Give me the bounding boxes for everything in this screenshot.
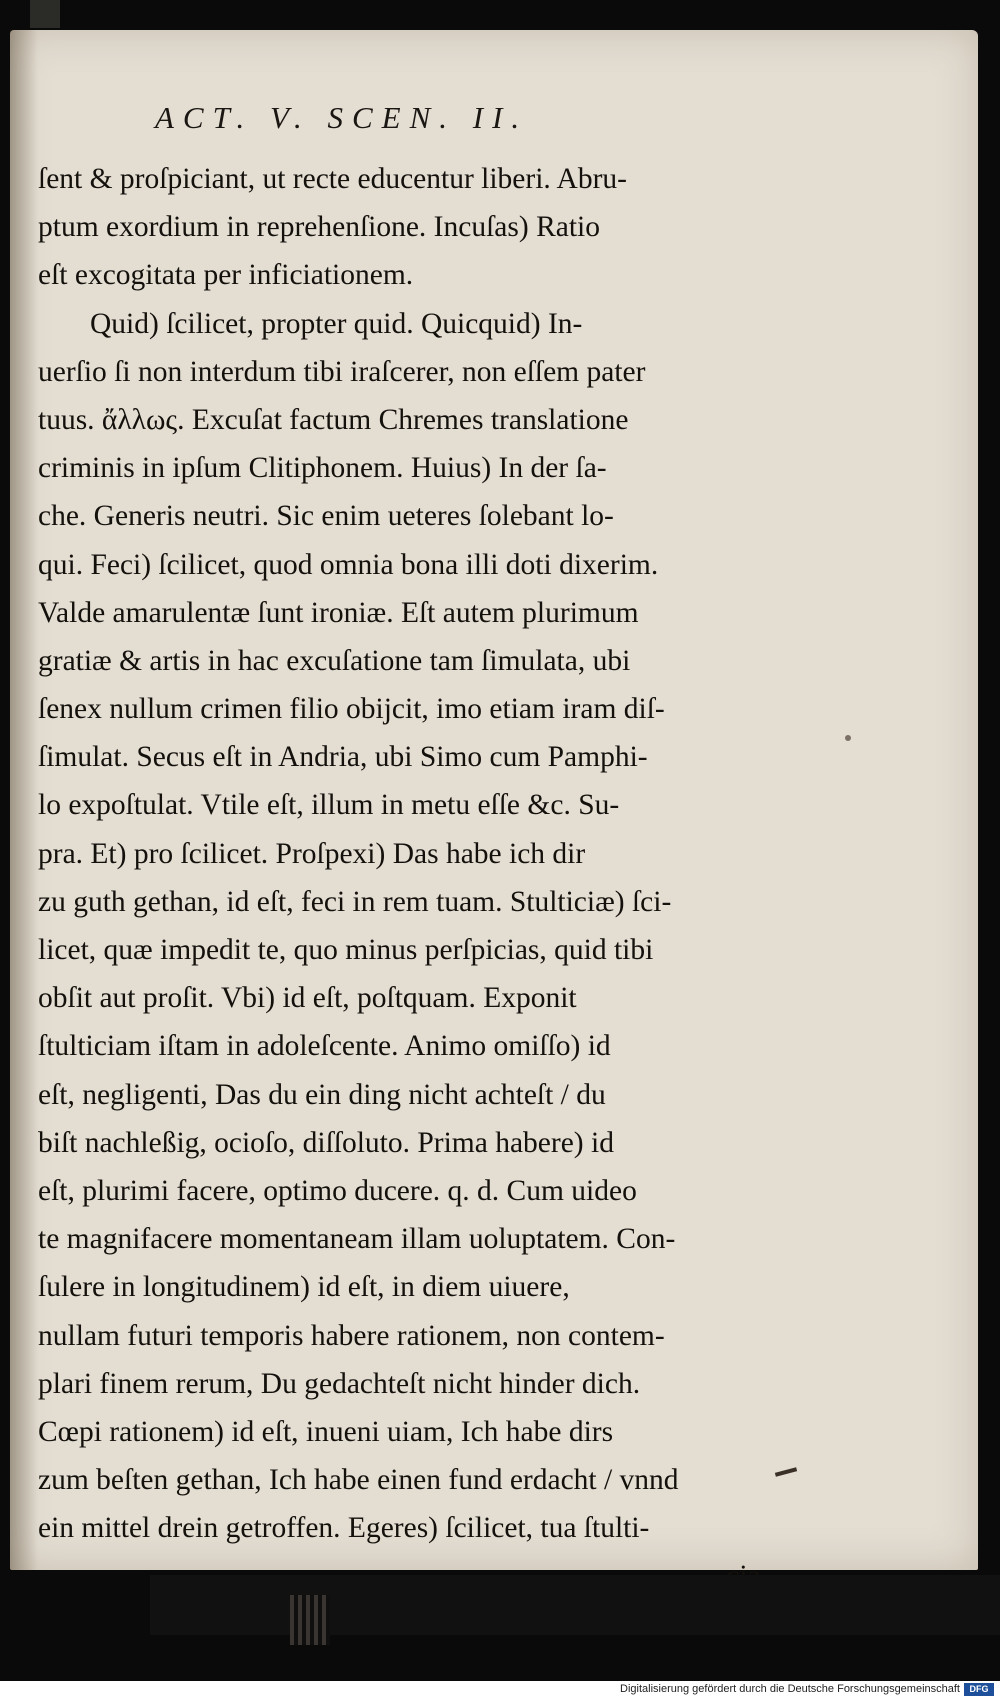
text-line: gratiæ & artis in hac excuſatione tam ſimulata, ubi — [38, 644, 631, 677]
text-line: eſt, plurimi facere, optimo ducere. q. d. Cum uideo — [38, 1174, 637, 1207]
text-line: licet, quæ impedit te, quo minus perſpicias, quid tibi — [38, 934, 654, 966]
text-line: ſenex nullum crimen filio obijcit, imo etiam iram diſ- — [38, 693, 665, 726]
text-line: ſtulticiam iſtam in adoleſcente. Animo omiſſo) id — [38, 1030, 611, 1063]
page-shadow — [150, 1575, 1000, 1635]
text-line: ein mittel drein getroffen. Egeres) ſcilicet, tua ſtulti- — [38, 1512, 650, 1545]
text-line: eſt, negligenti, Das du ein ding nicht achteſt / du — [38, 1078, 606, 1111]
text-line: che. Generis neutri. Sic enim ueteres ſolebant lo- — [38, 500, 614, 533]
funding-credit: Digitalisierung gefördert durch die Deutsche Forschungsgemeinschaft — [620, 1683, 960, 1695]
text-line: tuus. ἄλλως. Excuſat factum Chremes translatione — [38, 403, 629, 436]
commentary-text — [38, 155, 938, 1601]
running-header: ACT. V. SCEN. II. — [155, 100, 529, 135]
text-line: uerſio ſi non interdum tibi iraſcerer, non eſſem pater — [38, 355, 646, 388]
text-line: zu guth gethan, id eſt, feci in rem tuam. Stulticiæ) ſci- — [38, 885, 672, 918]
text-line: nullam futuri temporis habere rationem, non contem- — [38, 1319, 665, 1352]
text-line: pra. Et) pro ſcilicet. Proſpexi) Das habe ich dir — [38, 837, 586, 870]
binding-tab — [30, 0, 60, 28]
text-line: qui. Feci) ſcilicet, quod omnia bona illi doti dixerim. — [38, 548, 659, 581]
text-line: Cœpi rationem) id eſt, inueni uiam, Ich habe dirs — [38, 1415, 614, 1448]
text-line: Valde amarulentæ ſunt ironiæ. Eſt autem plurimum — [38, 596, 639, 629]
text-line: obſit aut proſit. Vbi) id eſt, poſtquam. Exponit — [38, 982, 577, 1015]
text-line: Quid) ſcilicet, propter quid. Quicquid) In- — [90, 307, 583, 340]
text-line: criminis in ipſum Clitiphonem. Huius) In der ſa- — [38, 452, 607, 485]
dfg-logo: DFG — [964, 1683, 994, 1696]
text-line: ptum exordium in reprehenſione. Incuſas) Ratio — [38, 211, 600, 244]
binding-threads — [290, 1595, 330, 1645]
text-line: ſulere in longitudinem) id eſt, in diem uiuere, — [38, 1271, 570, 1304]
text-line: biſt nachleßig, ocioſo, diſſoluto. Prima habere) id — [38, 1126, 614, 1159]
text-line: ſent & proſpiciant, ut recte educentur liberi. Abru- — [38, 163, 627, 195]
text-line: lo expoſtulat. Vtile eſt, illum in metu eſſe &c. Su- — [38, 789, 620, 822]
text-line: plari finem rerum, Du gedachteſt nicht hinder dich. — [38, 1367, 641, 1400]
text-line: te magnifacere momentaneam illam uoluptatem. Con- — [38, 1223, 676, 1256]
text-line: ſimulat. Secus eſt in Andria, ubi Simo cum Pamphi- — [38, 741, 648, 774]
text-line: zum beſten gethan, Ich habe einen fund erdacht / vnnd — [38, 1464, 679, 1497]
text-line: eſt excogitata per inficiationem. — [38, 259, 414, 292]
